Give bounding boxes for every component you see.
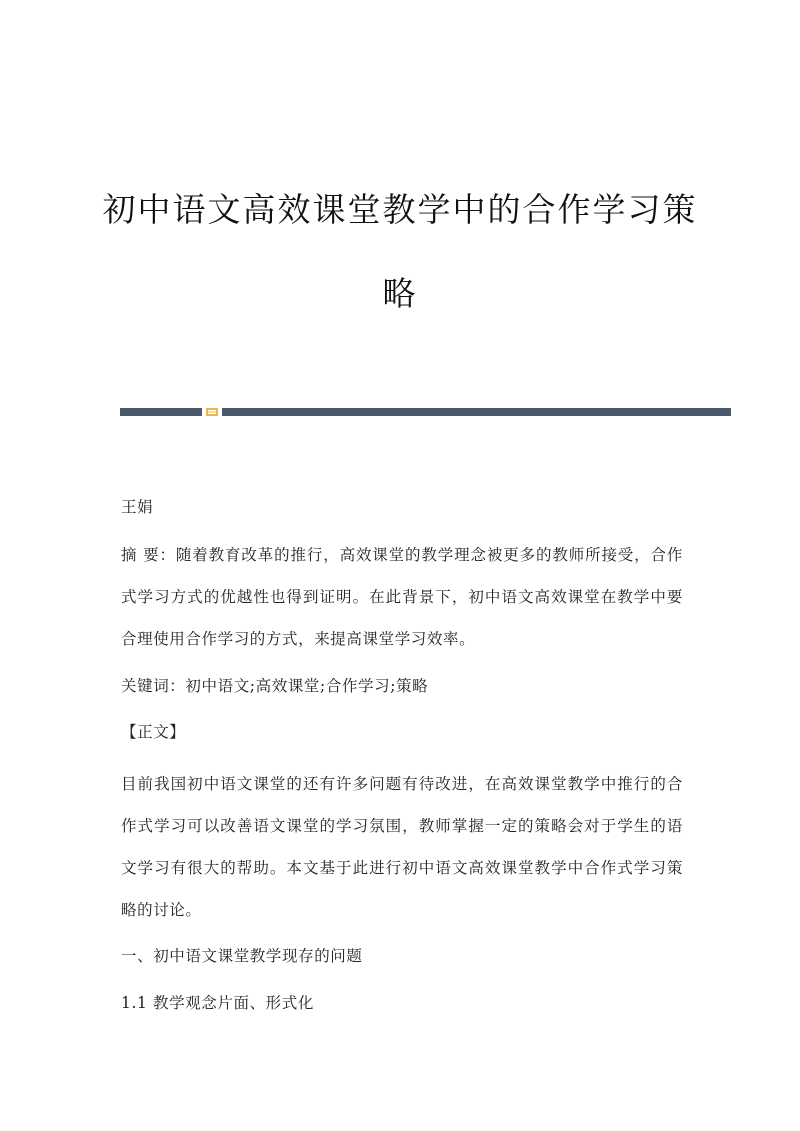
abstract-text: 随着教育改革的推行，高效课堂的教学理念被更多的教师所接受，合作式学习方式的优越性也得到证明。在此背景下，初中语文高效课堂在教学中要合理使用合作学习的方式，来提高课堂学习效率。 (121, 546, 684, 648)
title-divider-right (222, 408, 731, 416)
keywords-text: 初中语文;高效课堂;合作学习;策略 (185, 677, 429, 695)
keywords-line (121, 665, 683, 707)
title-divider-left (120, 408, 202, 416)
body-heading: 【正文】 (121, 723, 186, 741)
section-heading-1: 一、初中语文课堂教学现存的问题 (121, 947, 363, 965)
subsection-heading-1-1: 1.1 教学观念片面、形式化 (121, 994, 314, 1012)
body-paragraph: 目前我国初中语文课堂的还有许多问题有待改进，在高效课堂教学中推行的合作式学习可以改善语文课堂的学习氛围，教师掌握一定的策略会对于学生的语文学习有很大的帮助。本文基于此进行初中语文高效课堂教学中合作式学习策略的讨论。 (121, 775, 683, 919)
document-title-line-2: 略 (382, 274, 418, 313)
keywords-label: 关键词： (121, 677, 186, 695)
document-title-line-1: 初中语文高效课堂教学中的合作学习策 (102, 190, 698, 229)
author-name: 王娟 (121, 498, 154, 516)
divider-ornament-icon (205, 406, 219, 418)
abstract-paragraph (121, 534, 683, 660)
abstract-label: 摘 要： (121, 546, 176, 564)
